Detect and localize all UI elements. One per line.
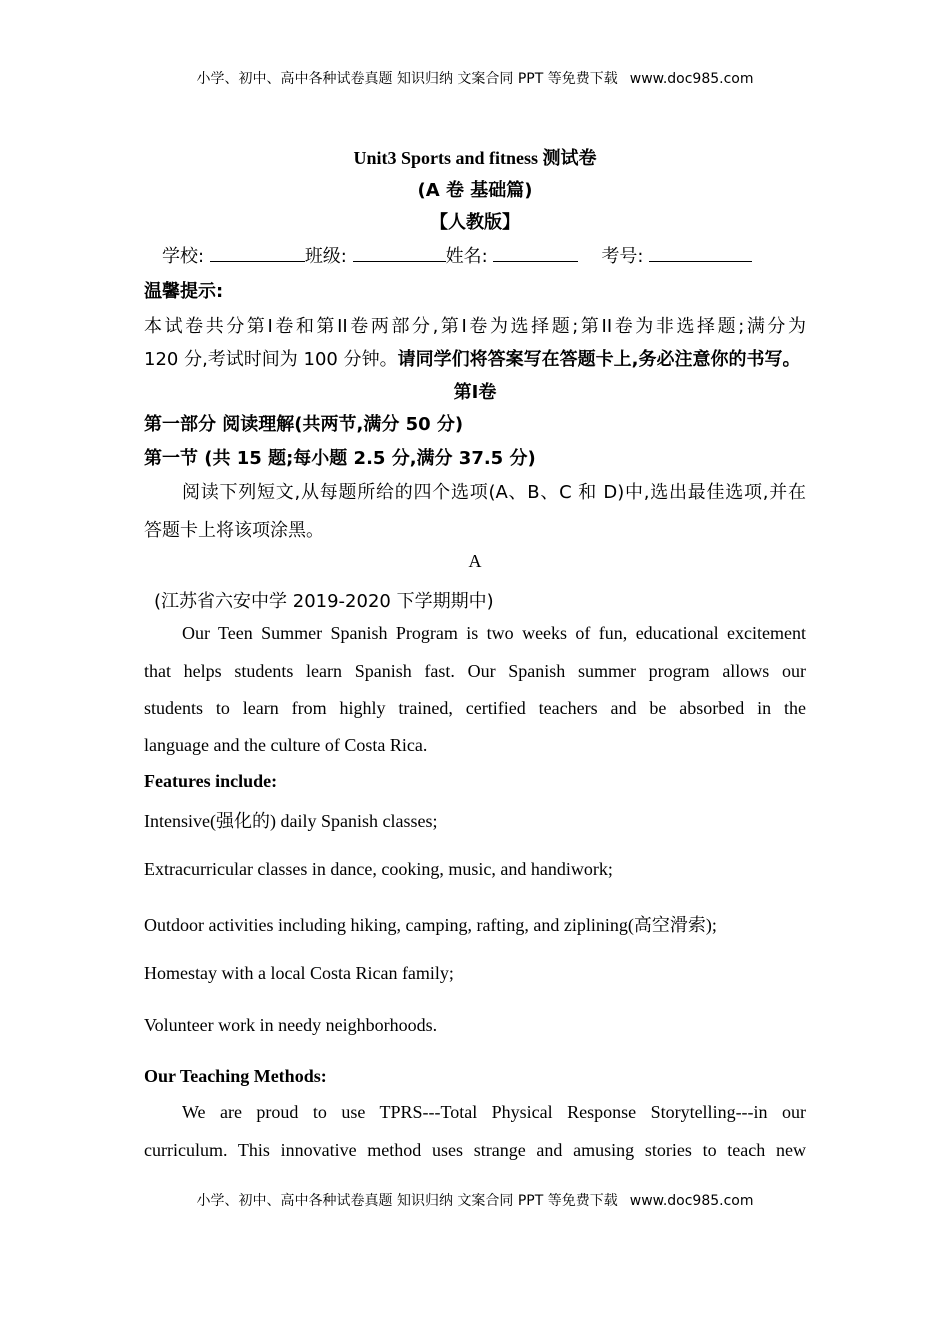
document-title bbox=[0, 144, 950, 170]
school-label: 学校: bbox=[162, 246, 205, 267]
section1-heading: 第一节 (共 15 题;每小题 2.5 分,满分 37.5 分) bbox=[144, 448, 536, 469]
footer-watermark bbox=[0, 1190, 950, 1210]
exam-number-field[interactable] bbox=[649, 247, 752, 262]
notice-line-2-normal: 120 分,考试时间为 100 分钟。 bbox=[144, 349, 398, 370]
notice-line-1: 本试卷共分第I卷和第II卷两部分,第I卷为选择题;第II卷为非选择题;满分为 bbox=[144, 316, 806, 337]
passage-source: (江苏省六安中学 2019-2020 下学期期中) bbox=[154, 591, 494, 612]
student-info-row bbox=[162, 242, 824, 268]
feature-item: Extracurricular classes in dance, cooking, music, and handiwork; bbox=[144, 859, 613, 879]
school-field[interactable] bbox=[210, 247, 305, 262]
para1-line-2: that helps students learn Spanish fast. Our Spanish summer program allows our bbox=[144, 661, 806, 681]
volume-heading: 第I卷 bbox=[453, 382, 497, 403]
para2-line-1: We are proud to use TPRS---Total Physical Response Storytelling---in our bbox=[182, 1102, 806, 1122]
para1-line-4: language and the culture of Costa Rica. bbox=[144, 735, 428, 755]
feature-item: Homestay with a local Costa Rican family; bbox=[144, 963, 454, 983]
title-en: Unit3 Sports and fitness bbox=[353, 148, 539, 168]
watermark-url: www.doc985.com bbox=[629, 1193, 754, 1209]
instructions-line-1: 阅读下列短文,从每题所给的四个选项(A、B、C 和 D)中,选出最佳选项,并在 bbox=[182, 482, 806, 503]
notice-heading: 温馨提示: bbox=[144, 281, 224, 302]
para1-line-3: students to learn from highly trained, certified teachers and be absorbed in the bbox=[144, 698, 806, 718]
para1-line-1: Our Teen Summer Spanish Program is two weeks of fun, educational excitement bbox=[182, 623, 806, 643]
methods-heading: Our Teaching Methods: bbox=[144, 1066, 327, 1086]
watermark-url: www.doc985.com bbox=[629, 71, 754, 87]
class-field[interactable] bbox=[353, 247, 446, 262]
part1-heading: 第一部分 阅读理解(共两节,满分 50 分) bbox=[144, 414, 464, 435]
feature-item: Intensive(强化的) daily Spanish classes; bbox=[144, 811, 438, 831]
title-cn: 测试卷 bbox=[542, 148, 597, 169]
feature-item: Volunteer work in needy neighborhoods. bbox=[144, 1015, 438, 1035]
document-subtitle: (A 卷 基础篇) bbox=[417, 180, 533, 201]
watermark-text: 小学、初中、高中各种试卷真题 知识归纳 文案合同 PPT 等免费下载 bbox=[196, 1193, 618, 1209]
class-label: 班级: bbox=[304, 246, 347, 267]
name-label: 姓名: bbox=[445, 246, 488, 267]
features-heading: Features include: bbox=[144, 771, 278, 791]
exam-number-label: 考号: bbox=[601, 246, 644, 267]
instructions-line-2: 答题卡上将该项涂黑。 bbox=[144, 520, 324, 541]
watermark-text: 小学、初中、高中各种试卷真题 知识归纳 文案合同 PPT 等免费下载 bbox=[196, 71, 618, 87]
feature-item: Outdoor activities including hiking, camping, rafting, and ziplining(高空滑索); bbox=[144, 915, 717, 935]
para2-line-2: curriculum. This innovative method uses strange and amusing stories to teach new bbox=[144, 1140, 806, 1160]
passage-letter: A bbox=[468, 551, 482, 571]
header-watermark bbox=[0, 68, 950, 88]
notice-line-2-bold: 请同学们将答案写在答题卡上,务必注意你的书写。 bbox=[397, 349, 801, 370]
document-edition: 【人教版】 bbox=[430, 212, 520, 233]
name-field[interactable] bbox=[493, 247, 578, 262]
notice-line-2 bbox=[144, 345, 806, 371]
